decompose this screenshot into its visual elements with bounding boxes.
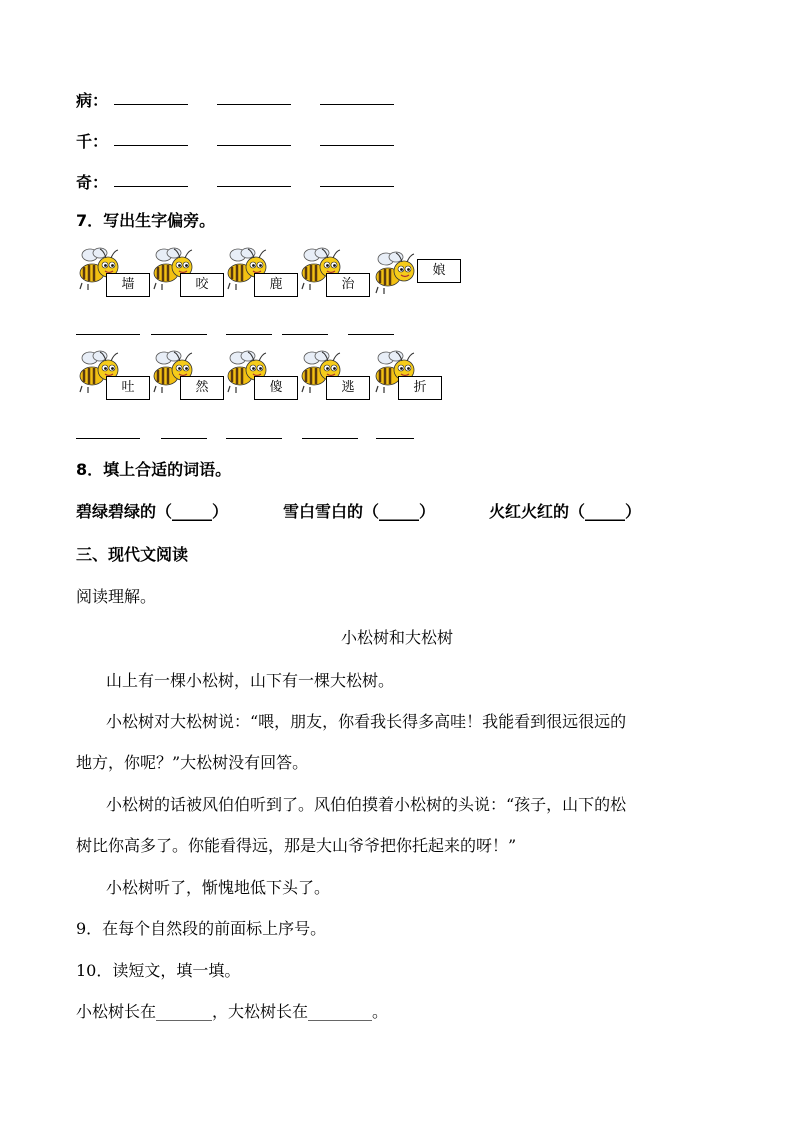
q7-blank[interactable] — [161, 438, 207, 439]
char-box[interactable]: 咬 — [180, 273, 224, 297]
q8-suffix: ） — [419, 502, 436, 521]
q8-blank[interactable]: _____ — [585, 502, 626, 521]
paragraph: 小松树对大松树说：“喂，朋友，你看我长得多高哇！我能看到很远很远的 — [106, 712, 627, 731]
paragraph: 山上有一棵小松树，山下有一棵大松树。 — [106, 671, 395, 690]
q6-blank[interactable] — [320, 104, 394, 105]
q7-row-1 — [76, 247, 476, 303]
q7-blank[interactable] — [302, 438, 358, 439]
char-box[interactable]: 傻 — [254, 376, 298, 400]
bee-icon — [372, 251, 420, 295]
paragraph-continued: 树比你高多了。你能看得远，那是大山爷爷把你托起来的呀！” — [76, 836, 517, 855]
story-title: 小松树和大松树 — [340, 628, 453, 647]
q8-suffix: ） — [625, 502, 642, 521]
char-box[interactable]: 治 — [326, 273, 370, 297]
q7-title: 7．写出生字偏旁。 — [76, 211, 216, 230]
char-box[interactable]: 折 — [398, 376, 442, 400]
q9-title: 9．在每个自然段的前面标上序号。 — [76, 919, 327, 938]
q7-blank[interactable] — [226, 438, 282, 439]
q7-blank[interactable] — [376, 438, 414, 439]
char-box[interactable]: 然 — [180, 376, 224, 400]
q6-blank[interactable] — [320, 145, 394, 146]
q6-char: 奇 — [76, 173, 93, 192]
paragraph: 小松树听了，惭愧地低下头了。 — [106, 878, 331, 897]
q8-item-2 — [283, 502, 435, 522]
q8-item-3 — [489, 502, 641, 522]
q8-prefix: 雪白雪白的（ — [283, 502, 380, 521]
q6-row-2 — [76, 129, 108, 152]
q8-blank[interactable]: _____ — [172, 502, 213, 521]
char-box[interactable]: 逃 — [326, 376, 370, 400]
q8-prefix: 火红火红的（ — [489, 502, 586, 521]
q8-title: 8．填上合适的词语。 — [76, 460, 232, 479]
q7-blank[interactable] — [151, 334, 207, 335]
q8-suffix: ） — [212, 502, 229, 521]
instruction: 阅读理解。 — [76, 587, 157, 606]
char-box[interactable]: 鹿 — [254, 273, 298, 297]
q8-prefix: 碧绿碧绿的（ — [76, 502, 173, 521]
q7-blank[interactable] — [226, 334, 272, 335]
char-box[interactable]: 吐 — [106, 376, 150, 400]
q8-item-1 — [76, 502, 228, 522]
q6-blank[interactable] — [320, 186, 394, 187]
q6-row-3 — [76, 170, 108, 193]
q6-row-1 — [76, 88, 108, 111]
q6-sep: ： — [92, 173, 109, 192]
q7-blank[interactable] — [348, 334, 394, 335]
q7-blank[interactable] — [282, 334, 328, 335]
q6-blank[interactable] — [217, 186, 291, 187]
q7-row-2 — [76, 350, 476, 406]
q7-blank[interactable] — [76, 334, 140, 335]
q10-title: 10．读短文，填一填。 — [76, 961, 241, 980]
q6-sep: ： — [92, 91, 109, 110]
char-box[interactable]: 墙 — [106, 273, 150, 297]
q8-blank[interactable]: _____ — [379, 502, 420, 521]
q6-char: 病 — [76, 91, 93, 110]
q6-blank[interactable] — [114, 104, 188, 105]
q7-blank[interactable] — [76, 438, 140, 439]
char-box[interactable]: 娘 — [417, 259, 461, 283]
section-title: 三、现代文阅读 — [76, 545, 189, 564]
q6-blank[interactable] — [217, 145, 291, 146]
q10-fill[interactable]: 小松树长在_______，大松树长在________。 — [76, 1002, 389, 1021]
q6-char: 千 — [76, 132, 93, 151]
q6-blank[interactable] — [114, 145, 188, 146]
paragraph-continued: 地方，你呢？”大松树没有回答。 — [76, 753, 309, 772]
q6-blank[interactable] — [114, 186, 188, 187]
q6-sep: ： — [92, 132, 109, 151]
paragraph: 小松树的话被风伯伯听到了。风伯伯摸着小松树的头说：“孩子，山下的松 — [106, 795, 627, 814]
q6-blank[interactable] — [217, 104, 291, 105]
